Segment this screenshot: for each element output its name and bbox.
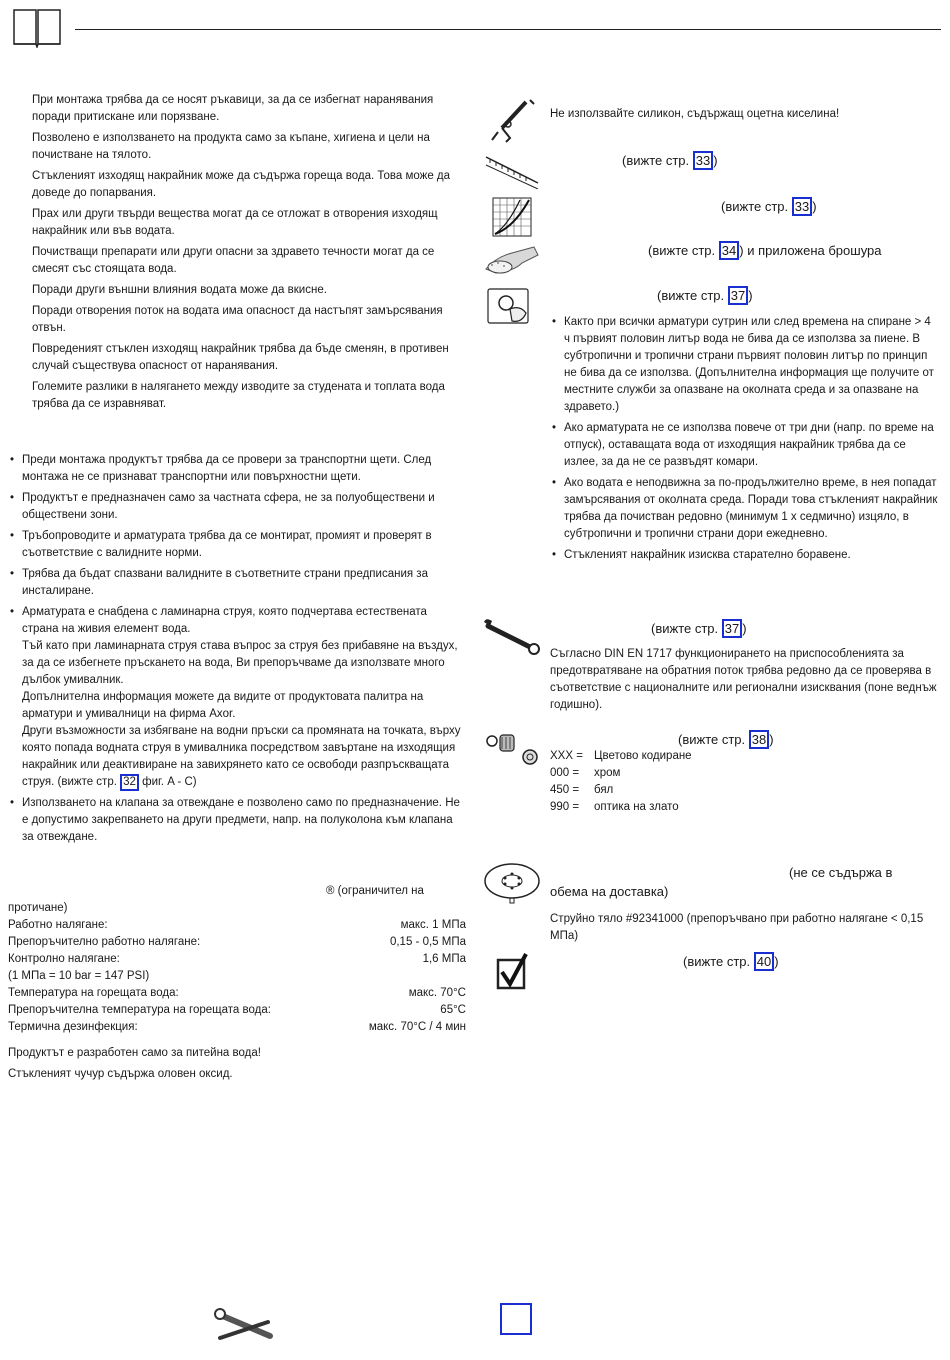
- page-ref: (вижте стр. 37 ): [657, 288, 753, 303]
- page-ref: (вижте стр. 34 ) и приложена брошура: [648, 243, 882, 258]
- safety-note: Повреденият стъклен изходящ накрайник трябва да бъде сменян, в противен случай съществува опасност от наранявания.: [32, 343, 449, 372]
- ruler-icon: [484, 153, 540, 195]
- spec-row: Контролно налягане: 1,6 МПа: [8, 953, 466, 965]
- aerator-disc-icon: [483, 861, 541, 911]
- usage-notes: [550, 314, 938, 568]
- spec-row: Работно налягане: макс. 1 МПа: [8, 919, 466, 931]
- list-item: • Продуктът е предназначен само за частната сфера, не за полуобществени и обществени зони.: [8, 490, 466, 524]
- page-link[interactable]: 33: [792, 197, 812, 216]
- laminar-text-4: Други възможности за избягване на водни пръски са промяната на точката, върху която попада водната струя в умивалника посредством завъртане на изходящия накрайник или деактивиране на завихрянето като се освободи разпръскващата струя. (вижте стр.: [22, 725, 461, 788]
- silicone-warning: Не използвайте силикон, съдържащ оцетна киселина!: [550, 108, 840, 120]
- safety-note: Стъкленият изходящ накрайник може да съдържа гореща вода. Това може да доведе до попарвания.: [32, 170, 451, 199]
- safety-note: Прах или други твърди вещества могат да се отложат в отворения изходящ накрайник или във водата.: [32, 208, 438, 237]
- page-ref: (вижте стр. 38 ): [678, 732, 774, 747]
- list-item: • Ако водата е неподвижна за по-продължително време, в нея попадат замърсявания от околната среда. Поради това стъкленият накрайник трябва да почистван редовно (минимум 1 х седмично) изцяло, в субтропични и тропични страни дори ежедневно.: [550, 475, 938, 543]
- book-icon: [12, 8, 62, 48]
- figure-ref: фиг. A - C): [142, 776, 197, 788]
- color-code-row: 450 = бял: [550, 784, 614, 796]
- din-note: Съгласно DIN EN 1717 функционирането на приспособленията за предотвратяване на обратния поток трябва редовно да се проверява в съответствие с националните или регионални изисквания (поне веднъж годишно).: [550, 648, 937, 711]
- safety-note: При монтажа трябва да се носят ръкавици, за да се избегнат наранявания поради притискане или порязване.: [32, 94, 434, 123]
- list-item: • Тръбопроводите и арматурата трябва да се монтират, промият и проверят в съответствие с валидните норми.: [8, 528, 466, 562]
- laminar-text-1: Арматурата е снабдена с ламинарна струя, която подчертава естествената страна на живия елемент вода.: [22, 606, 427, 635]
- safety-note: Поради отворения поток на водата има опасност да настъпят замърсявания отвън.: [32, 305, 443, 334]
- safety-note: Големите разлики в налягането между изводите за студената и топлата вода трябва да се изравняват.: [32, 381, 445, 410]
- cleaning-hand-icon: [482, 241, 542, 283]
- spec-row: (1 МПа = 10 bar = 147 PSI): [8, 970, 150, 982]
- page-ref: (вижте стр. 33 ): [721, 199, 817, 214]
- color-code-row: 990 = оптика на злато: [550, 801, 679, 813]
- lead-oxide-note: Стъкленият чучур съдържа оловен оксид.: [8, 1068, 233, 1080]
- page-link[interactable]: 32: [120, 774, 139, 791]
- page-number-box: [500, 1303, 532, 1335]
- page-ref: (вижте стр. 33 ): [622, 153, 718, 168]
- spec-list: [8, 900, 466, 1087]
- list-item: • Трябва да бъдат спазвани валидните в съответните страни предписания за инсталиране.: [8, 566, 466, 600]
- list-item: • Ако арматурата не се използва повече от три дни (напр. по време на отпуск), оставащата вода от изходящия накрайник трябва да се излее, за да не се развъдят комари.: [550, 420, 938, 471]
- drinking-water-note: Продуктът е разработен само за питейна вода!: [8, 1047, 261, 1059]
- safety-note: Почистващи препарати или други опасни за здравето течности могат да се смесят със стоящата вода.: [32, 246, 435, 275]
- spec-row: Препоръчително работно налягане: 0,15 - 0,5 МПа: [8, 936, 466, 948]
- list-item-laminar: [8, 604, 466, 791]
- page-link[interactable]: 40: [754, 952, 774, 971]
- spare-parts-icon: [484, 729, 544, 775]
- spec-row: Температура на горещата вода: макс. 70°C: [8, 987, 466, 999]
- flow-graph-icon: [492, 197, 532, 243]
- list-item: • Преди монтажа продуктът трябва да се провери за транспортни щети. След монтажа не се признават транспортни или повърхностни щети.: [8, 452, 466, 486]
- assembly-notes: [8, 452, 466, 850]
- color-codes: [550, 748, 850, 816]
- list-item: • Използването на клапана за отвеждане е позволено само по предназначение. Не е допустимо закрепването на други предмети, напр. на полуколона към клапана за отвеждане.: [8, 795, 466, 846]
- laminar-text-3: Допълнителна информация можете да видите от продуктовата палитра на арматури и умивалници на фирма Axor.: [22, 691, 424, 720]
- list-item: • Стъкленият накрайник изисква старателно боравене.: [550, 547, 938, 564]
- header-rule: [75, 29, 941, 30]
- page-link[interactable]: 34: [719, 241, 739, 260]
- safety-note: Позволено е използването на продукта само за къпане, хигиена и цели на почистване на тялото.: [32, 132, 430, 161]
- spec-title-fragment: ® (ограничител на: [326, 885, 424, 897]
- page-ref: (вижте стр. 40 ): [683, 954, 779, 969]
- checkmark-icon: [496, 952, 528, 998]
- color-code-row: XXX = Цветово кодиране: [550, 750, 692, 762]
- jet-note: Струйно тяло #92341000 (препоръчвано при работно налягане < 0,15 МПа): [550, 913, 924, 942]
- spec-row: Термична дезинфекция: макс. 70°C / 4 мин: [8, 1021, 466, 1033]
- hand-operation-icon: [486, 287, 536, 333]
- page-ref: (вижте стр. 37 ): [651, 621, 747, 636]
- not-included-2: обема на доставка): [550, 884, 669, 899]
- page-link[interactable]: 38: [749, 730, 769, 749]
- page-link[interactable]: 33: [693, 151, 713, 170]
- page-link[interactable]: 37: [722, 619, 742, 638]
- wrench-icon: [482, 618, 542, 664]
- color-code-row: 000 = хром: [550, 767, 621, 779]
- caulking-gun-icon: [488, 98, 538, 152]
- safety-notes: [32, 92, 464, 417]
- spec-title-fragment: протичане): [8, 902, 68, 914]
- page-link[interactable]: 37: [728, 286, 748, 305]
- tools-icon: [214, 1308, 274, 1354]
- laminar-text-2: Тъй като при ламинарната струя става въпрос за струя без прибавяне на въздух, за да се избегнете пръскането на вода, Ви препоръчваме да използвате много дълбок умивалник.: [22, 640, 458, 686]
- list-item: • Както при всички арматури сутрин или след времена на спиране > 4 ч първият половин литър вода не бива да се използва за пиене. В субтропични и тропични страни първият половин литър по принцип не бива да се използва. (Допълнителна информация ще получите от местните служби за опазване на околната среда и за опазване на здравето.): [550, 314, 938, 416]
- safety-note: Поради други външни влияния водата може да вкисне.: [32, 284, 327, 296]
- not-included-1: (не се съдържа в: [789, 865, 893, 880]
- spec-row: Препоръчителна температура на горещата вода: 65°C: [8, 1004, 466, 1016]
